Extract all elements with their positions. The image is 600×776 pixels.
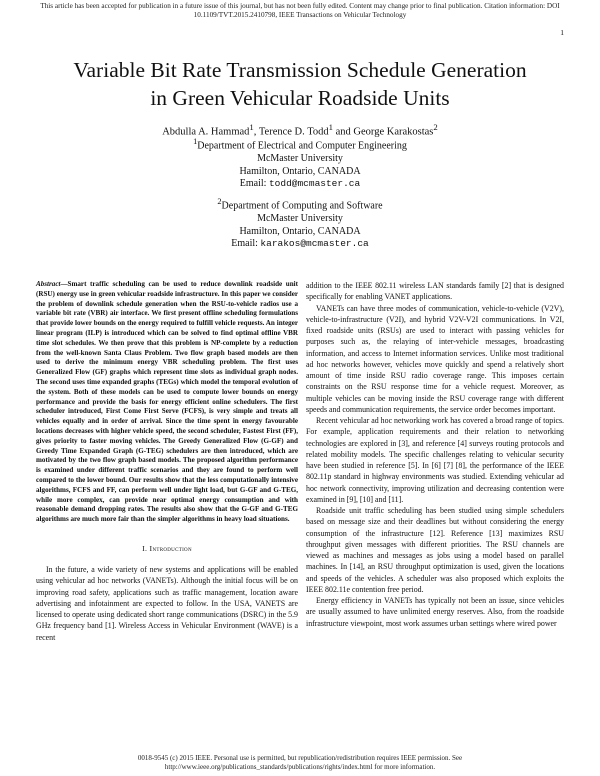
affil-2-sup: 2 bbox=[217, 197, 222, 206]
footer-line-2[interactable]: http://www.ieee.org/publications_standards/publications/rights/index.html for more information. bbox=[164, 762, 436, 771]
affil-1-city: Hamilton, Ontario, CANADA bbox=[239, 165, 361, 177]
affil-1-email[interactable]: todd@mcmaster.ca bbox=[268, 178, 361, 190]
author-2: , Terence D. Todd bbox=[253, 126, 329, 138]
affiliation-1 bbox=[20, 136, 580, 191]
section-heading-introduction bbox=[36, 543, 298, 554]
publication-notice bbox=[0, 2, 600, 20]
intro-paragraph-1: In the future, a wide variety of new systems and applications will be enabled using vehicular ad hoc networks (VANETs). Although the initial focus will be on improving road safety, applications such as traffic management, location aware advertising and infotainment are expected to follow. In the USA, VANETS are licensed to operate using dedicated short range communications (DSRC) in the 5.9 GHz frequency band [1]. Wireless Access in Vehicular Environment (WAVE) is a recent bbox=[36, 565, 298, 642]
affil-1-sup: 1 bbox=[193, 137, 198, 146]
affil-2-email[interactable]: karakos@mcmaster.ca bbox=[260, 238, 369, 250]
paper-title bbox=[20, 56, 580, 112]
affil-1-dept: Department of Electrical and Computer Engineering bbox=[197, 140, 407, 152]
copyright-footer bbox=[0, 754, 600, 771]
affiliation-2 bbox=[20, 196, 580, 251]
affil-2-univ: McMaster University bbox=[257, 212, 343, 224]
title-line-1: Variable Bit Rate Transmission Schedule Generation bbox=[73, 58, 527, 82]
author-2-affil: 1 bbox=[328, 122, 333, 132]
abstract-label: Abstract bbox=[36, 280, 61, 288]
section-numeral: I. bbox=[142, 543, 148, 553]
page-number: 1 bbox=[560, 28, 564, 37]
notice-line-1: This article has been accepted for publication in a future issue of this journal, but has not been fully edited. Content may change prior to final publication. Citation information: DOI bbox=[40, 2, 560, 10]
author-3: and George Karakostas bbox=[333, 126, 434, 138]
section-title: Introduction bbox=[149, 543, 192, 553]
abstract bbox=[36, 280, 298, 525]
affil-2-dept: Department of Computing and Software bbox=[221, 200, 383, 212]
title-line-2: in Green Vehicular Roadside Units bbox=[150, 86, 450, 110]
abstract-text: —Smart traffic scheduling can be used to reduce downlink roadside unit (RSU) energy use in green vehicular roadside infrastructure. In this paper we consider the problem of downlink schedule generation when the RSU-to-vehicle radios use a variable bit rate (VBR) air interface. We first present offline scheduling formulations that provide lower bounds on the energy required to fulfill vehicle requests. An integer linear program (ILP) is introduced which can be solved to find optimal offline VBR time slot schedules. We then prove that this problem is NP-complete by a reduction from the well-known Santa Claus Problem. Two flow graph based models are then used to derive the minimum energy VBR scheduling problem. The first uses Generalized Flow (GF) graphs which represent time slots as individual graph nodes. The second uses time expanded graphs (TEGs) which model the temporal evolution of the system. Both of these models can be used to compute lower bounds on energy performance and provide the basis for energy efficient online schedulers. The first scheduler introduced, First Come First Serve (FCFS), is very simple and treats all vehicles equally and in order of arrival. Since the time spent in energy favourable locations decreases with higher vehicle speed, the second scheduler, Fastest First (FF), gives priority to faster moving vehicles. The Greedy Generalized Flow (G-GF) and Greedy Time Expanded Graph (G-TEG) schedulers are then introduced, which are motivated by the two flow graph based models. The proposed algorithm performance is examined under different traffic scenarios and they are found to perform well compared to the lower bound. Our results show that the less computationally intensive algorithms, FCFS and FF, can perform well under light load, but G-GF and G-TEG, while more complex, can provide near optimal energy consumption and with reasonable demand dropping rates. The results also show that the G-GF and G-TEG algorithms are much more fair than the simpler algorithms in heavy load situations. bbox=[36, 280, 298, 524]
right-column bbox=[306, 280, 564, 629]
footer-line-1: 0018-9545 (c) 2015 IEEE. Personal use is permitted, but republication/redistribution requires IEEE permission. See bbox=[137, 754, 463, 762]
body-paragraph-3: Recent vehicular ad hoc networking work has covered a broad range of topics. For example, application requirements and their relation to networking technologies are explored in [3], and reference [4] surveys routing protocols and related mobility models. The specific challenges relating to vehicular security have been studied in reference [5]. In [6] [7] [8], the performance of the IEEE 802.11p standard in highway environments was studied. Extending vehicular ad hoc network connectivity, improving utilization and decreasing contention were examined in [9], [10] and [11]. bbox=[306, 416, 564, 504]
author-1: Abdulla A. Hammad bbox=[162, 126, 250, 138]
body-paragraph-1: addition to the IEEE 802.11 wireless LAN standards family [2] that is designed specifically for enabling VANET applications. bbox=[306, 281, 564, 302]
affil-1-email-label: Email: bbox=[239, 178, 269, 190]
affil-2-city: Hamilton, Ontario, CANADA bbox=[239, 225, 361, 237]
body-paragraph-4: Roadside unit traffic scheduling has been studied using simple schedulers based on message size and their deadlines but without considering the energy consumption of the infrastructure [12]. Reference [13] maximizes RSU throughput given messages with different priorities. The RSU channels are viewed as machines and messages as jobs using a model based on parallel machines. In [14], an RSU throughput optimization is used, given the locations and speeds of the vehicles. A scheduler was also proposed which exploits the IEEE 802.11e contention free period. bbox=[306, 506, 564, 594]
affil-1-univ: McMaster University bbox=[257, 152, 343, 164]
body-paragraph-5: Energy efficiency in VANETs has typically not been an issue, since vehicles are usually assumed to have unlimited energy reserves. Also, from the roadside infrastructure viewpoint, most work assumes urban settings where wired power bbox=[306, 596, 564, 628]
body-paragraph-2: VANETs can have three modes of communication, vehicle-to-vehicle (V2V), vehicle-to-infrastructure (V2I), and hybrid V2V-V2I communications. In V2I, fixed roadside units (RSUs) are used to interact with passing vehicles for purposes such as, the relaying of inter-vehicle messages, broadcasting information, and access to Internet information services. Unlike most traditional ad hoc networks however, vehicles move quickly and spend a relatively short amount of time inside RSU radio coverage range. This imposes certain constraints on the RSU response time for a vehicle request. Moreover, as multiple vehicles can be moving inside the RSU coverage range with different speeds and communication requirements, the service order becomes important. bbox=[306, 303, 564, 414]
affil-2-email-label: Email: bbox=[231, 238, 261, 250]
author-3-affil: 2 bbox=[433, 122, 438, 132]
author-1-affil: 1 bbox=[249, 122, 254, 132]
notice-line-2: 10.1109/TVT.2015.2410798, IEEE Transactions on Vehicular Technology bbox=[193, 11, 407, 19]
left-column bbox=[36, 280, 298, 643]
